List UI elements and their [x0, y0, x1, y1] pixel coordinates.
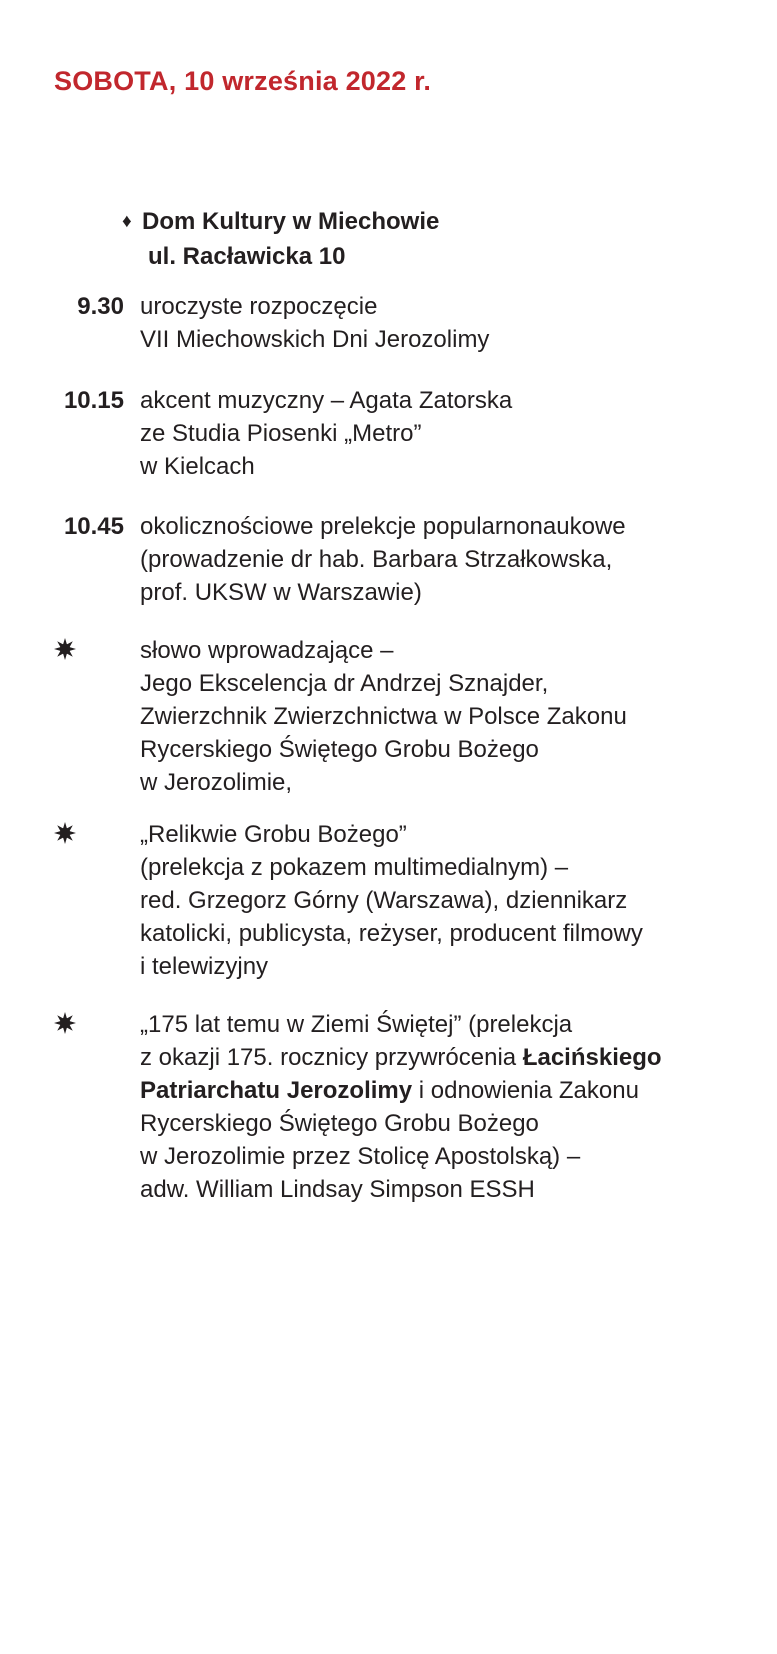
talk-text-bold: Patriarchatu Jerozolimy [140, 1077, 413, 1104]
talk-text [140, 818, 760, 983]
talk-text-bold: Łacińskiego [522, 1044, 662, 1071]
schedule-text-line: prof. UKSW w Warszawie) [140, 579, 422, 606]
schedule-text-line: (prowadzenie dr hab. Barbara Strzałkowska, [140, 546, 613, 573]
talk-text-line: w Jerozolimie przez Stolicę Apostolską) – [140, 1143, 581, 1170]
venue-block [122, 205, 439, 273]
talk-text-line: Rycerskiego Świętego Grobu Bożego [140, 1110, 539, 1137]
schedule-text [140, 290, 760, 356]
venue-name-line [122, 205, 439, 240]
schedule-text-line: w Kielcach [140, 453, 255, 480]
talk-text-line: Jego Ekscelencja dr Andrzej Sznajder, [140, 670, 549, 697]
schedule-text-line: akcent muzyczny – Agata Zatorska [140, 387, 513, 414]
day-title: SOBOTA, 10 września 2022 r. [54, 66, 432, 96]
talk-text-segment: z okazji 175. rocznicy przywrócenia [140, 1044, 523, 1071]
diamond-icon: ♦ [122, 211, 132, 232]
talk-text-line: słowo wprowadzające – [140, 637, 394, 664]
schedule-time: 10.45 [63, 513, 124, 540]
talk-text-segment: i odnowienia Zakonu [412, 1077, 639, 1104]
talk-text-line: „Relikwie Grobu Bożego” [140, 821, 407, 848]
talk-text-line: (prelekcja z pokazem multimedialnym) – [140, 854, 569, 881]
schedule-time: 10.15 [63, 387, 124, 414]
talk-text-line: „175 lat temu w Ziemi Świętej” (prelekcja [140, 1011, 573, 1038]
schedule-text [140, 510, 760, 609]
venue-name: Dom Kultury w Miechowie [142, 208, 440, 235]
talk-text [140, 1008, 760, 1206]
talk-text-line: w Jerozolimie, [140, 769, 293, 796]
starburst-icon [54, 638, 76, 660]
talk-text-line: adw. William Lindsay Simpson ESSH [140, 1176, 535, 1203]
schedule-text-line: ze Studia Piosenki „Metro” [140, 420, 422, 447]
talk-text-line: Zwierzchnik Zwierzchnictwa w Polsce Zakonu [140, 703, 627, 730]
schedule-text [140, 384, 760, 483]
talk-text-line: katolicki, publicysta, reżyser, producent filmowy [140, 920, 643, 947]
schedule-time: 9.30 [77, 293, 124, 320]
talk-text-line [140, 1074, 760, 1107]
starburst-icon [54, 822, 76, 844]
schedule-text-line: uroczyste rozpoczęcie [140, 293, 378, 320]
schedule-text-line: VII Miechowskich Dni Jerozolimy [140, 326, 490, 353]
starburst-icon [54, 1012, 76, 1034]
talk-text-line: i telewizyjny [140, 953, 269, 980]
talk-text [140, 634, 760, 799]
venue-address: ul. Racławicka 10 [148, 243, 346, 270]
talk-text-line: Rycerskiego Świętego Grobu Bożego [140, 736, 539, 763]
talk-text-line [140, 1041, 760, 1074]
talk-text-line: red. Grzegorz Górny (Warszawa), dziennikarz [140, 887, 628, 914]
schedule-text-line: okolicznościowe prelekcje popularnonaukowe [140, 513, 626, 540]
